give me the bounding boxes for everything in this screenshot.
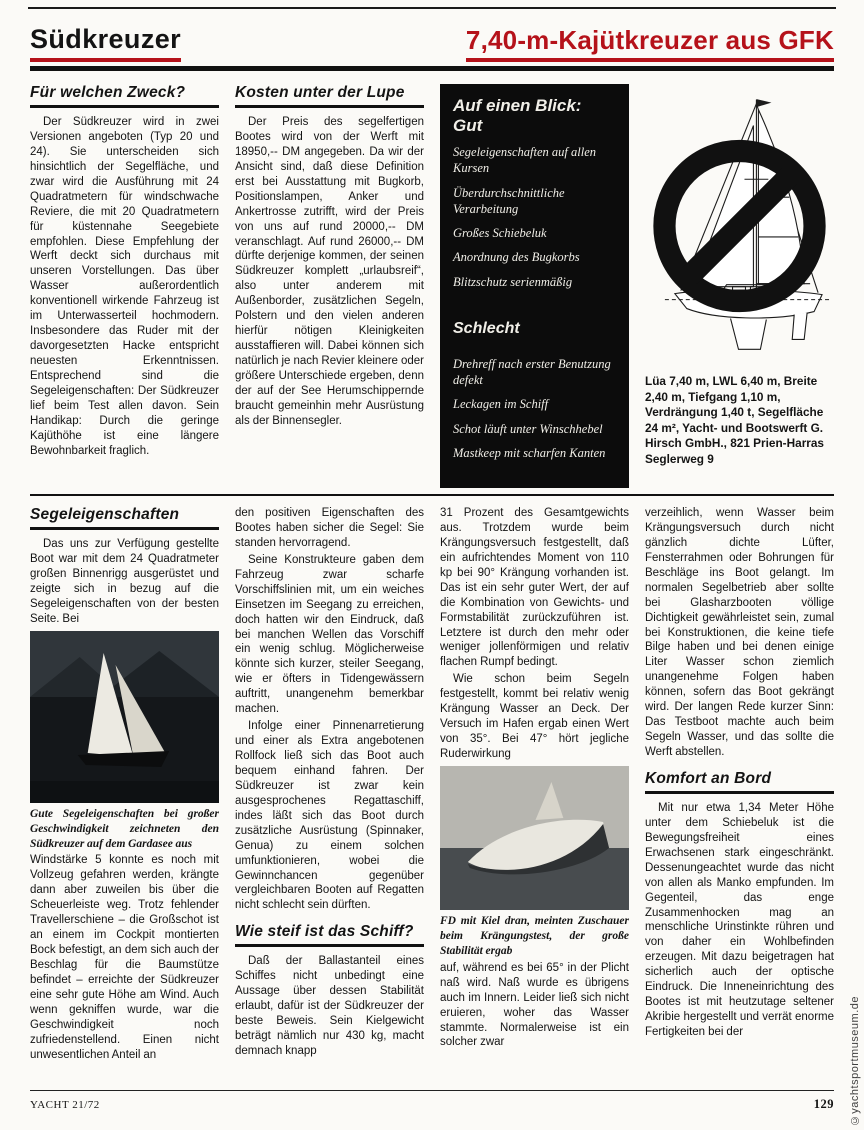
footer-rule — [30, 1090, 834, 1091]
schlecht-item: Schot läuft unter Winschhebel — [453, 421, 603, 436]
section-title-zweck: Für welchen Zweck? — [30, 84, 219, 108]
gut-item: Segeleigenschaften auf allen Kursen — [453, 145, 597, 176]
column-kosten — [235, 84, 424, 488]
section-title-komfort: Komfort an Bord — [645, 770, 834, 794]
sailplan-drawing — [645, 84, 834, 368]
article-title: 7,40-m-Kajütkreuzer aus GFK — [466, 27, 834, 62]
paragraph: Seine Konstrukteure gaben dem Fahrzeug zwar scharfe Vorschiffslinien mit, um ein weiches Einsetzen im Seegang zu erreichen, doch hatten wir den Eindruck, daß bei manchen Wellen das Vorschiff ein wenig schlug. Möglicherweise könnte sich kurzer, steiler Seegang, wie er öfters in Tidengewässern auftritt, unangenehm bemerkbar machen. — [235, 553, 424, 716]
footer — [30, 1097, 834, 1112]
masthead — [30, 20, 834, 62]
top-rule — [28, 7, 836, 9]
masthead-divider — [30, 66, 834, 71]
issue-label: YACHT 21/72 — [30, 1099, 100, 1111]
paragraph: auf, während es bei 65° in der Plicht naß wird. Naß wurde es übrigens auch im Innern. Leider ließ sich nicht eruieren, woher das Wasser stammte. Normalerweise ist ein solcher zwar — [440, 961, 629, 1049]
bottom-section — [30, 506, 834, 1086]
column-zweck — [30, 84, 219, 488]
summary-box-title: Auf einen Blick: — [453, 96, 582, 115]
paragraph: Der Preis des segelfertigen Bootes wird von der Werft mit 18950,-- DM angegeben. Da wir der Ansicht sind, daß diese Definition erst bei Ausstattung mit Bugkorb, Positionslampen, Anker und Ankertrosse zutrifft, wird der Preis von uns auf rund 20000,-- DM veranschlagt. Auf rund 26000,-- DM dürfte derjenige kommen, der seinen Südkreuzer komplett „urlaubsreif“, also unter anderem mit Außenborder, zusätzlichen Segeln, Polstern und den vielen anderen hierfür nötigen Kleinigkeiten ausstaffieren will. Dabei können sich natürlich je nach Revier kleinere oder größere Unterschiede ergeben, denn der auf der See Herumschippernde braucht gemeinhin mehr Ausrüstung als der Binnensegler. — [235, 116, 424, 427]
gut-item: Blitzschutz serienmäßig — [453, 274, 573, 289]
column-segel — [30, 506, 219, 1086]
gut-item: Anordnung des Bugkorbs — [453, 250, 580, 265]
section-title-steif: Wie steif ist das Schiff? — [235, 923, 424, 947]
section-title-segel: Segeleigenschaften — [30, 506, 219, 530]
photo-capsize-test — [440, 766, 629, 910]
column-four — [645, 506, 834, 1086]
paragraph: Das uns zur Verfügung gestellte Boot war mit dem 24 Quadratmeter großen Binnenrigg ausgerüstet und zeigte sich in bezug auf die Segeleigenschaften von der besten Seite. Bei — [30, 538, 219, 625]
section-title-kosten: Kosten unter der Lupe — [235, 84, 424, 108]
page-number: 129 — [813, 1097, 834, 1111]
column-three — [440, 506, 629, 1086]
schlecht-item: Drehreff nach erster Benutzung defekt — [453, 356, 611, 388]
paragraph: verzeihlich, wenn Wasser beim Krängungsversuch durch nicht gänzlich dichte Lüfter, Fensterrahmen oder Bohrungen für Beschläge ins Boot gelangt. Im normalen Segelbetrieb aber sollte bei Glasharzbooten völlige Dichtigkeit gewährleistet sein, zumal bei Konstruktionen, die keine tiefe Bilge haben und bei denen einige Liter Wasser schon ziemlich unangenehme Folgen haben können, sofern das Boot gekrängt wird. Der langen Rede kurzer Sinn: Das Testboot machte auch beim Segeln Wasser, und das sollte die Werft abstellen. — [645, 507, 834, 758]
gut-list — [453, 144, 616, 290]
paragraph: Der Südkreuzer wird in zwei Versionen angeboten (Typ 20 und 24). Sie unterscheiden sich hinsichtlich der Segelfläche, und zwar wird die Ausführung mit 24 Quadratmetern für windschwache Reviere, die mit 20 Quadratmetern für küstennahe Seegebiete empfohlen. Diese Empfehlung der Werft deckt sich durchaus mit unseren Vorstellungen. Das über Wasser außerordentlich konventionell wirkende Fahrzeug ist im Unterwasserteil hochmodern. Insbesondere das Ruder mit der davorgesetzten Hacke entspricht neuesten Erkenntnissen. Entsprechend sind die Segeleigenschaften: Der Südkreuzer lief beim Test allen davon. Sein Handikap: Durch die geringe Kajüthöhe ist eine längere Bewohnbarkeit fraglich. — [30, 116, 219, 457]
watermark: ©yachtsportmuseum.de — [849, 995, 861, 1126]
section-divider — [30, 494, 834, 496]
paragraph: Infolge einer Pinnenarretierung und einer als Extra angebotenen Rollfock ließ sich das Boot auch bequem einhand fahren. Der Südkreuzer ist zwar kein ausgesprochenes Regattaschiff, indes läßt sich das Boot durch zusätzliche Ausrüstung (Spinnaker, Genua) zu einem solchen umfunktionieren, wobei die Gewinnchancen gegenüber vergleichbaren Booten auf Regatten nicht schlecht sein dürften. — [235, 720, 424, 912]
column-summary — [440, 84, 629, 488]
column-drawing — [645, 84, 834, 488]
paragraph: den positiven Eigenschaften des Bootes haben sicher die Segel: Sie standen hervorragend. — [235, 507, 424, 549]
top-section — [30, 84, 834, 488]
schlecht-item: Leckagen im Schiff — [453, 397, 549, 412]
photo-caption: Gute Segeleigenschaften bei großer Geschwindigkeit zeichneten den Südkreuzer auf dem Gardasee aus — [30, 807, 219, 850]
paragraph: Mit nur etwa 1,34 Meter Höhe unter dem Schiebeluk ist die Bewegungsfreiheit eines Erwachsenen stark eingeschränkt. Dessenungeachtet wurde das nicht von allen als Manko empfunden. Im Gegenteil, das enge Zusammenhocken mag an menschliche Urinstinkte rühren und von daher ein Wohlbefinden erzeugen. Mit dazu beigetragen hat sicherlich auch der optische Eindruck. Die Inneneinrichtung des Bootes ist mit heutzutage seltener Akribie hergestellt und verrät enorme Fertigkeiten bei der — [645, 801, 834, 1038]
schlecht-list — [453, 356, 616, 461]
photo-gardasee — [30, 631, 219, 803]
photo-caption: FD mit Kiel dran, meinten Zuschauer beim Krängungstest, der große Stabilität ergab — [440, 914, 629, 957]
column-two — [235, 506, 424, 1086]
gut-item: Überdurchschnittliche Verarbeitung — [453, 185, 565, 216]
paragraph: Daß der Ballastanteil eines Schiffes nicht unbedingt eine Aussage über dessen Stabilität erlaubt, dafür ist der Südkreuzer der beste Beweis. Sein Kielgewicht beträgt nämlich nur 430 kg, macht demnach knapp — [235, 955, 424, 1057]
paragraph: 31 Prozent des Gesamtgewichts aus. Trotzdem wurde beim Krängungsversuch festgestellt, daß ein aufrichtendes Moment von 110 kp bei 90° Krängung vorhanden ist. Das ist ein sehr guter Wert, der auf die Kombination von Gewichts- und Formstabilität zurückzuführen ist. Letztere ist durch den mehr oder weniger jollenförmigen und relativ flachen Rumpf bedingt. — [440, 507, 629, 669]
paragraph: Wie schon beim Segeln festgestellt, kommt bei relativ wenig Krängung Wasser an Deck. Der Versuch im Hafen ergab einen Wert von 35°. Bei 47° hört jegliche Ruderwirkung — [440, 673, 629, 760]
page-title: Südkreuzer — [30, 26, 181, 62]
gut-item: Großes Schiebeluk — [453, 226, 547, 241]
summary-box — [440, 84, 629, 488]
schlecht-item: Mastkeep mit scharfen Kanten — [453, 445, 606, 460]
summary-schlecht-label: Schlecht — [453, 319, 520, 337]
prohibition-icon — [645, 84, 834, 368]
summary-gut-label: Gut — [453, 115, 483, 135]
spec-caption: Lüa 7,40 m, LWL 6,40 m, Breite 2,40 m, Tiefgang 1,10 m, Verdrängung 1,40 t, Segelfläche 24 m², Yacht- und Bootswerft G. Hirsch GmbH., 821 Prien-Harras Seglerweg 9 — [645, 374, 824, 466]
paragraph: Windstärke 5 konnte es noch mit Vollzeug gefahren werden, krängte dann aber zuweilen bis über die Scheuerleiste weg. Trotz fehlender Travellerschiene – die Großschot ist an einem im Cockpit montierten Bock befestigt, an dem sich auch der Beschlag für die Baumstütze befindet – erreichte der Südkreuzer eine sehr gute Höhe am Wind. Auch wenn gekniffen wurde, war die Geschwindigkeit noch zufriedenstellend. Einen nicht unwesentlichen Anteil an — [30, 854, 219, 1061]
